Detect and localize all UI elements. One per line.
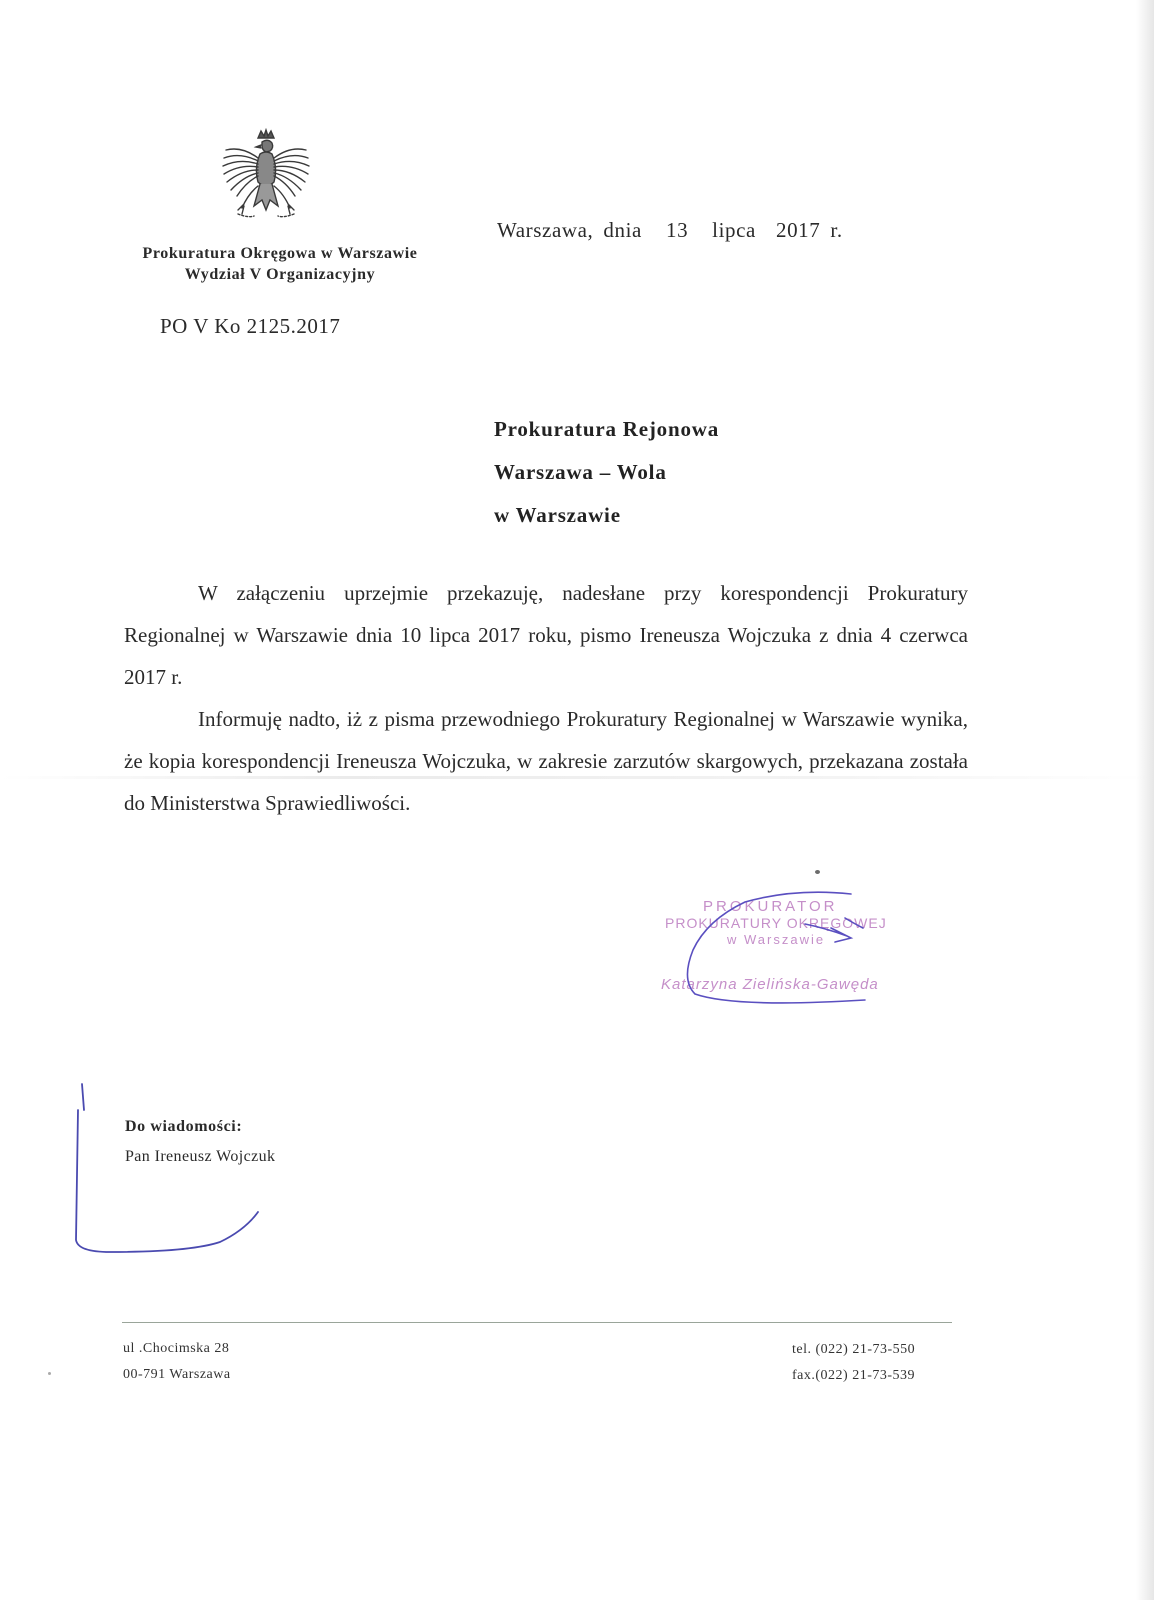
recipient-line-3: w Warszawie — [494, 503, 621, 527]
scan-speck — [815, 870, 820, 874]
date-day: 13 — [665, 218, 689, 242]
footer-city: 00-791 Warszawa — [123, 1367, 231, 1382]
footer-divider — [122, 1322, 952, 1323]
stamp-title: PROKURATOR — [703, 898, 838, 915]
letter-body — [124, 572, 968, 824]
date-month: lipca — [712, 218, 756, 242]
footer-street: ul .Chocimska 28 — [123, 1341, 230, 1356]
body-paragraph-1: W załączeniu uprzejmie przekazuję, nadesłane przy korespondencji Prokuratury Regionalnej w Warszawie dnia 10 lipca 2017 roku, pismo Ireneusza Wojczuka z dnia 4 czerwca 2017 r. — [124, 581, 968, 689]
cc-heading: Do wiadomości: — [125, 1118, 243, 1135]
footer-phone: tel. (022) 21-73-550 — [792, 1342, 916, 1357]
stamp-office: PROKURATURY OKRĘGOWEJ — [665, 915, 887, 931]
footer-contact — [792, 1337, 915, 1389]
footer-fax: fax.(022) 21-73-539 — [792, 1368, 916, 1383]
reference-number: PO V Ko 2125.2017 — [160, 314, 341, 338]
body-paragraph-2: Informuję nadto, iż z pisma przewodniego Prokuratury Regionalnej w Warszawie wynika, że kopia korespondencji Ireneusza Wojczuka, w zakresie zarzutów skargowych, przekazana została do Ministerstwa Sprawiedliwości. — [124, 707, 968, 815]
date-word: dnia — [603, 218, 642, 242]
issuer-block — [120, 243, 440, 285]
handwritten-signature — [655, 880, 915, 1020]
date-suffix: r. — [830, 218, 843, 242]
recipient-line-1: Prokuratura Rejonowa — [494, 417, 720, 441]
issuer-department: Wydział V Organizacyjny — [184, 266, 376, 283]
letter-date — [497, 218, 853, 243]
date-place: Warszawa, — [497, 218, 594, 242]
footer-address — [123, 1336, 231, 1388]
stamp-city: w Warszawie — [727, 932, 826, 947]
recipient-line-2: Warszawa – Wola — [494, 460, 667, 484]
stamp-name: Katarzyna Zielińska-Gawęda — [661, 976, 879, 993]
cc-recipient: Pan Ireneusz Wojczuk — [125, 1148, 276, 1165]
scan-speck — [48, 1372, 51, 1375]
polish-eagle-emblem-icon — [218, 128, 314, 228]
handwritten-bracket-mark — [70, 1080, 270, 1280]
date-year: 2017 — [775, 218, 821, 242]
recipient-block — [494, 408, 719, 537]
scan-edge-shadow — [1136, 0, 1154, 1600]
issuer-name: Prokuratura Okręgowa w Warszawie — [142, 245, 418, 262]
